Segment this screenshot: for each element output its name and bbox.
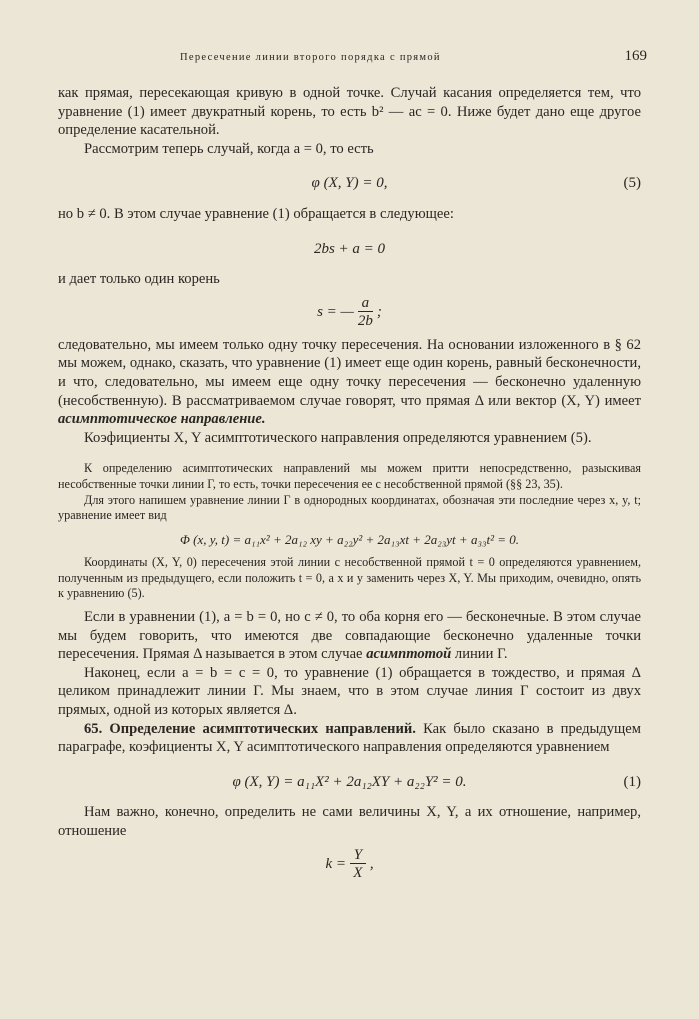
fraction xyxy=(358,295,374,330)
equation-lhs: s = — xyxy=(317,303,354,320)
paragraph-text: линии Г. xyxy=(454,646,508,663)
fraction-denominator: 2b xyxy=(357,312,373,329)
equation-number: (1) xyxy=(623,773,641,790)
equation-body: φ (X, Y) = 0, xyxy=(311,175,388,192)
equation-body: Φ (x, y, t) = a₁₁x² + 2a₁₂ xy + a₂₂y² + 2a₁₃xt + 2a₂₃yt + a₃₃t² = 0. xyxy=(179,531,520,547)
equation-ratio xyxy=(58,847,641,882)
equation-end: ; xyxy=(376,303,382,320)
paragraph xyxy=(58,608,641,664)
emphasized-term: асимптотой xyxy=(366,646,452,663)
equation-number: (5) xyxy=(623,175,641,192)
paragraph: как прямая, пересекающая кривую в одной точке. Случай касания определяется тем, что уравнение (1) имеет двукратный корень, то есть b² — ac = 0. Ниже будет дано еще другое определение касательной. xyxy=(58,85,641,139)
equation-5 xyxy=(58,174,641,193)
paragraph: Наконец, если a = b = c = 0, то уравнение (1) обращается в тождество, и прямая Δ целиком принадлежит линии Г. Мы знаем, что в этом случае линия Г состоит из двух прямых, одной из которых является Δ. xyxy=(58,664,641,719)
small-paragraph: Для этого напишем уравнение линии Г в однородных координатах, обозначая эти последние через x, y, t; уравнение имеет вид xyxy=(58,492,641,523)
emphasized-term: асимптотическое направление. xyxy=(58,411,266,428)
equation-body: 2bs + a = 0 xyxy=(313,240,386,257)
paragraph: Рассмотрим теперь случай, когда a = 0, то есть xyxy=(84,140,374,157)
equation-linear xyxy=(58,240,641,259)
running-title: Пересечение линии второго порядка с прямой xyxy=(180,52,441,63)
section-title: 65. Определение асимптотических направлений. xyxy=(84,720,416,737)
page-body xyxy=(58,84,641,888)
fraction-numerator: Y xyxy=(350,847,366,864)
small-paragraph: Координаты (X, Y, 0) пересечения этой линии с несобственной прямой t = 0 определяются уравнением, полученным из предыдущего, если положить t = 0, а x и y заменить через X, Y. Мы приходим, очевидно, опять к уравнению (5). xyxy=(58,555,641,601)
homogeneous-equation xyxy=(58,532,641,548)
paragraph: и дает только один корень xyxy=(58,271,220,288)
page-header xyxy=(60,48,647,70)
paragraph-text: Если в уравнении (1), a = b = 0, но c ≠ 0, то оба корня его — бесконечные. В этом случае мы будем говорить, что имеются две совпадающие бесконечно удаленные точки пересечения. Прямая Δ называется в этом случае xyxy=(58,609,641,663)
fraction-numerator: a xyxy=(358,295,374,312)
paragraph xyxy=(58,336,641,429)
paragraph-text: следовательно, мы имеем только одну точку пересечения. На основании изложенного в § 62 мы можем, однако, сказать, что уравнение (1) имеет еще один корень, равный бесконечности, и что, следовательно, мы имеем еще одну точку пересечения — бесконечно удаленную (несобственную). В рассматриваемом случае говорят, что прямая Δ или вектор (X, Y) имеет xyxy=(58,336,641,409)
small-print-block xyxy=(58,461,641,602)
equation-root xyxy=(58,295,641,330)
page-number: 169 xyxy=(624,48,647,64)
fraction xyxy=(350,847,366,882)
fraction-denominator: X xyxy=(353,864,363,881)
equation-1 xyxy=(58,773,641,792)
equation-body: φ (X, Y) = a₁₁X² + 2a₁₂XY + a₂₂Y² = 0. xyxy=(232,773,467,790)
paragraph: Коэфициенты X, Y асимптотического направления определяются уравнением (5). xyxy=(84,429,592,446)
paragraph-text: Как было сказано в предыдущем параграфе, коэфициенты X, Y асимптотического направления определяются уравнением xyxy=(58,720,641,756)
paragraph: но b ≠ 0. В этом случае уравнение (1) обращается в следующее: xyxy=(58,205,454,222)
small-paragraph: К определению асимптотических направлений мы можем притти непосредственно, разыскивая несобственные точки линии Г, то есть, точки пересечения ее с несобственной прямой (§§ 23, 35). xyxy=(58,461,641,491)
equation-lhs: k = xyxy=(325,855,346,872)
paragraph: Нам важно, конечно, определить не сами величины X, Y, а их отношение, например, отношение xyxy=(58,804,641,839)
section-paragraph xyxy=(58,720,641,757)
equation-end: , xyxy=(369,855,374,872)
